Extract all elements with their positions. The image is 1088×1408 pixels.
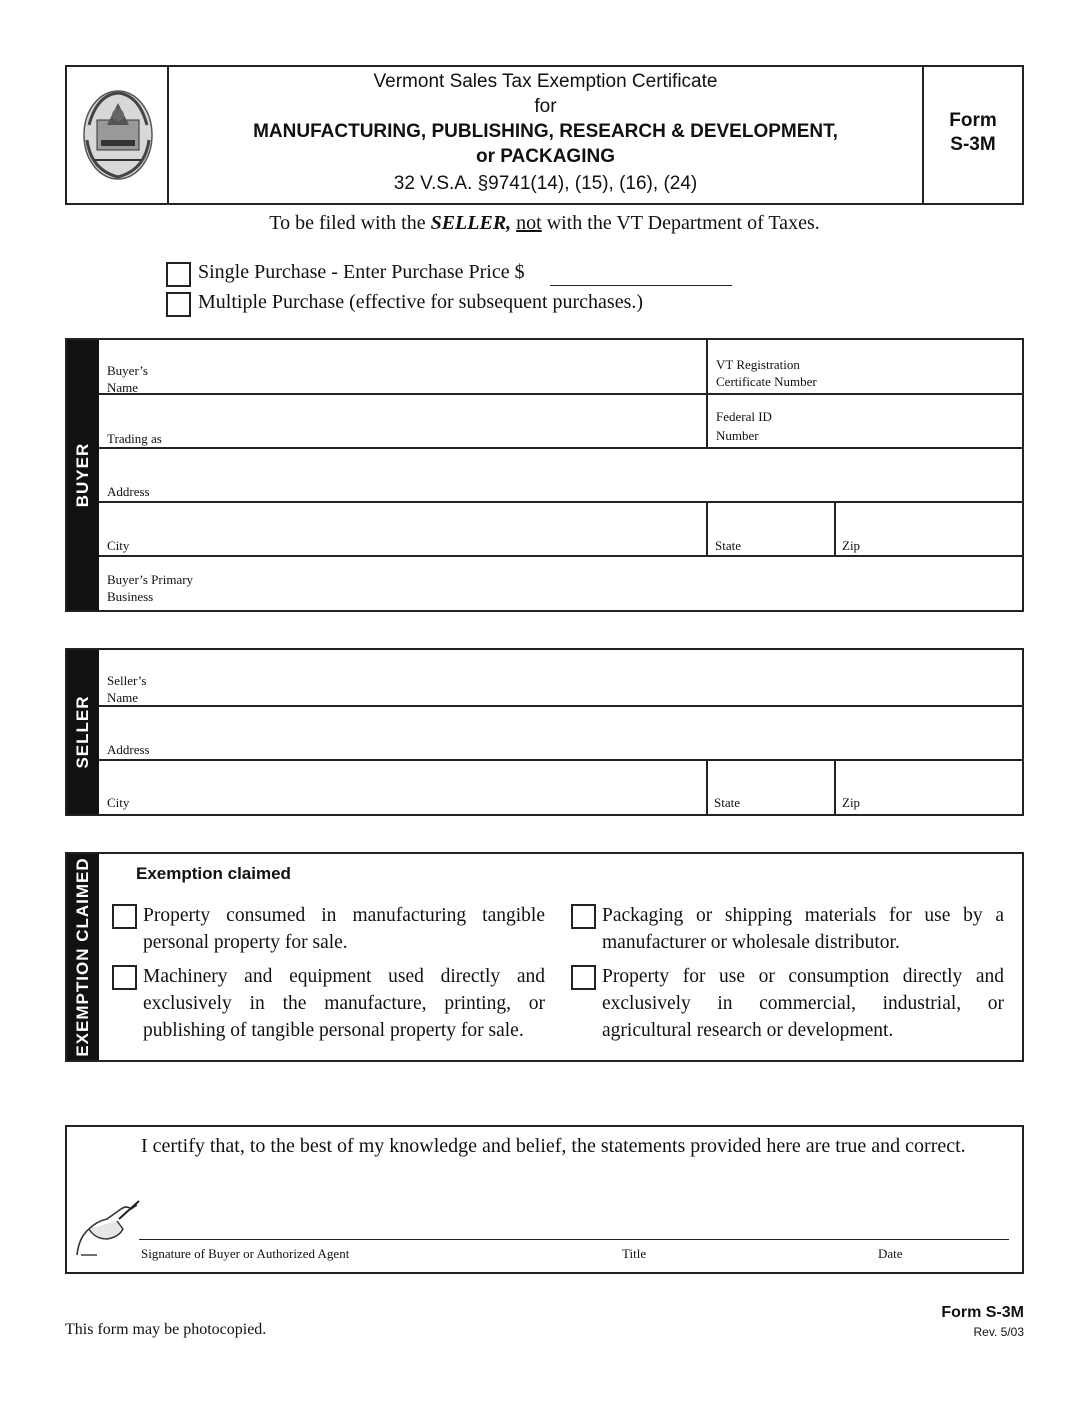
buyer-address-label: Address	[107, 484, 150, 499]
seller-city-label: City	[107, 795, 130, 810]
divider	[834, 761, 836, 814]
seller-address-row	[99, 707, 1022, 761]
filing-note-seller: SELLER,	[430, 212, 512, 234]
divider	[706, 395, 708, 447]
divider	[834, 503, 836, 555]
filing-note	[65, 212, 1024, 235]
seller-address-label: Address	[107, 742, 150, 757]
buyer-section	[65, 338, 1024, 612]
divider	[706, 340, 708, 393]
federal-id-label: Federal ID Number	[716, 409, 772, 443]
buyer-address-row	[99, 449, 1022, 503]
exemption-option-1-checkbox[interactable]	[112, 904, 137, 929]
seal-box	[67, 67, 169, 203]
exemption-section-label: EXEMPTION CLAIMED	[73, 857, 92, 1057]
exemption-option-4-label: Property for use or consumption directly and exclusively in commercial, industrial, or agricultural research or development.	[602, 966, 1004, 1041]
exemption-option-2-label: Machinery and equipment used directly and exclusively in the manufacture, printing, or publishing of tangible personal property for sale.	[143, 966, 545, 1041]
exemption-option-1-label: Property consumed in manufacturing tangible personal property for sale.	[143, 905, 545, 953]
single-purchase-label: Single Purchase - Enter Purchase Price $	[198, 261, 525, 283]
seller-section-label: SELLER	[73, 695, 92, 769]
single-purchase-checkbox[interactable]	[166, 262, 191, 287]
signature-line[interactable]	[139, 1239, 1009, 1240]
buyer-name-row	[99, 340, 1022, 395]
seller-section	[65, 648, 1024, 816]
exemption-option-3-label: Packaging or shipping materials for use by a manufacturer or wholesale distributor.	[602, 905, 1004, 953]
title-box	[169, 67, 924, 203]
buyer-city-label: City	[107, 538, 130, 553]
certification-section	[65, 1125, 1024, 1274]
seller-city-row	[99, 761, 1022, 814]
purchase-price-line[interactable]	[550, 285, 732, 286]
seller-state-label: State	[714, 795, 740, 810]
exemption-sidebar	[67, 854, 99, 1060]
multiple-purchase-checkbox[interactable]	[166, 292, 191, 317]
divider	[706, 503, 708, 555]
title-line-4: or PACKAGING	[476, 146, 615, 167]
divider	[706, 761, 708, 814]
vermont-state-seal-icon	[77, 85, 159, 185]
exemption-option-2-checkbox[interactable]	[112, 965, 137, 990]
trading-as-label: Trading as	[107, 431, 162, 446]
buyer-sidebar	[67, 340, 99, 610]
footer-revision: Rev. 5/03	[973, 1325, 1024, 1339]
exemption-option-4-checkbox[interactable]	[571, 965, 596, 990]
vt-registration-label: VT Registration Certificate Number	[716, 357, 817, 389]
exemption-section	[65, 852, 1024, 1062]
buyer-name-label: Buyer’s Name	[107, 363, 148, 395]
buyer-city-row	[99, 503, 1022, 557]
title-line-2: for	[534, 96, 557, 117]
filing-note-not: not	[516, 212, 542, 234]
form-number: S-3M	[950, 134, 996, 155]
buyer-business-label: Buyer’s Primary Business	[107, 572, 194, 604]
filing-note-suffix: with the VT Department of Taxes.	[541, 212, 820, 234]
certification-statement: I certify that, to the best of my knowledge and belief, the statements provided here are true and correct.	[141, 1135, 966, 1157]
title-line-3: MANUFACTURING, PUBLISHING, RESEARCH & DEVELOPMENT,	[253, 121, 838, 142]
footer-form-id: Form S-3M	[941, 1304, 1024, 1321]
title-label: Title	[622, 1246, 647, 1261]
seller-zip-label: Zip	[842, 795, 861, 810]
buyer-business-row	[99, 557, 1022, 610]
statute-reference: 32 V.S.A. §9741(14), (15), (16), (24)	[393, 173, 698, 194]
filing-note-prefix: To be filed with the	[269, 212, 431, 234]
signature-label: Signature of Buyer or Authorized Agent	[141, 1246, 350, 1261]
buyer-section-label: BUYER	[73, 442, 92, 508]
seller-name-label: Seller’s Name	[107, 673, 147, 705]
form-header	[65, 65, 1024, 205]
hand-writing-icon	[73, 1199, 143, 1259]
photocopy-note: This form may be photocopied.	[65, 1321, 267, 1338]
form-label: Form	[949, 110, 997, 131]
exemption-heading: Exemption claimed	[136, 864, 291, 883]
buyer-zip-label: Zip	[842, 538, 861, 553]
form-number-box	[924, 67, 1022, 203]
seller-name-row	[99, 650, 1022, 707]
title-line-1: Vermont Sales Tax Exemption Certificate	[373, 71, 718, 92]
trading-as-row	[99, 395, 1022, 449]
buyer-state-label: State	[715, 538, 741, 553]
exemption-option-3-checkbox[interactable]	[571, 904, 596, 929]
seller-sidebar	[67, 650, 99, 814]
date-label: Date	[878, 1246, 903, 1261]
multiple-purchase-label: Multiple Purchase (effective for subsequent purchases.)	[198, 291, 644, 313]
